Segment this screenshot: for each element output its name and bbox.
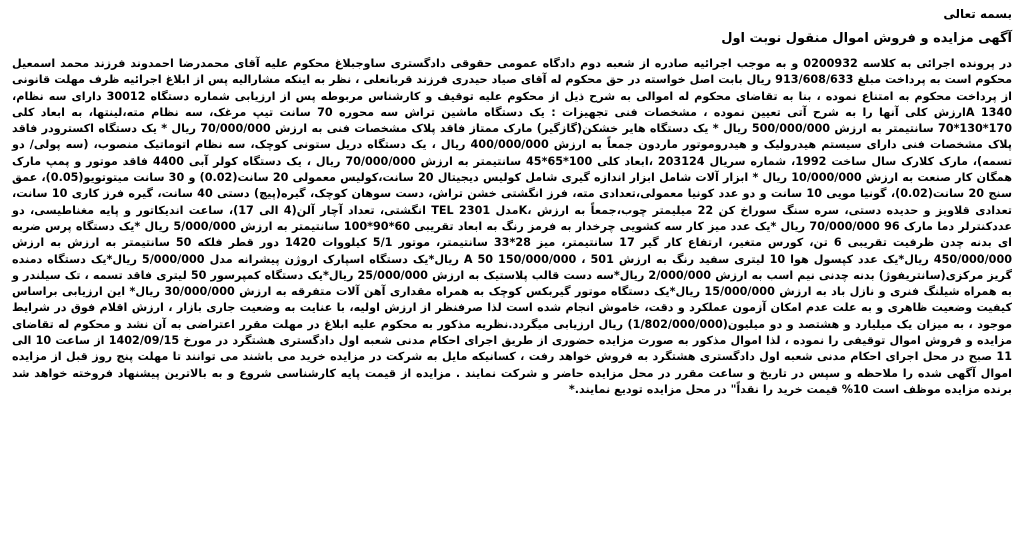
notice-body-text: در پرونده اجرائی به کلاسه 0200932 و به موجب اجرائیه صادره از شعبه دوم دادگاه عمومی حقوقی دادگستری ساوجبلاغ محکوم علیه آقای محمدرضا احمدوند فرزند محمد اسمعیل محکوم است به پرداخت مبلغ 913/608/633 ریال بابت اصل خواسته در حق محکوم له آقای صیاد حیدری فرزند قربانعلی ، نظر به اینکه مشارالیه پس از ابلاغ اجرائیه ظرف مهلت قانونی از پرداخت محکوم به امتناع نموده ، بنا به تقاضای محکوم له اموالی به شرح ذیل از محکوم علیه توقیف و کارشناس مربوطه پس از ارزیابی شماره دستگاه 30012 دارای سه نظام، 1340 Aارزش کلی آنها را به شرح آتی تعیین نموده ، مشخصات فنی تجهیزات : یک دستگاه ماشین تراش سه محوره 70 سانت تیپ مرغک، سه نظام مته،لینتها، به ابعاد کلی 170*130*70 سانتیمتر به ارزش 500/000/000 ریال * یک دستگاه هایر خشکن(گازگیر) مارک ممتاز فاقد پلاک مشخصات فنی به ارزش 70/000/000 ریال * یک دستگاه اکسترودر فاقد پلاک مشخصات فنی دارای سیستم هیدرولیک و هیدروموتور ماردون جمعاً به ارزش 400/000/000 ریال ، یک دستگاه دریل ستونی کوچک، سه نظام اتوماتیک منصوب، (سه پولی/ دو تسمه)، مارک کلارک سال ساخت 1992، شماره سریال 203124 ،ابعاد کلی 100*65*45 سانتیمتر به ارزش 70/000/000 ریال ، یک دستگاه کولر آبی 4400 فاقد موتور و پمپ مارک همگان کار صنعت به ارزش 10/000/000 ریال * ابزار آلات شامل ابزار اندازه گیری شامل کولیس دیجیتال 20 سانت،کولیس معمولی 20 سانت(0.02) و 30 سانت میتوتویو(0.05)، عمق سنج 20 سانت(0.02)، گونیا مویی 10 سانت و دو عدد کونیا معمولی،تعدادی مته، فرز انگشتی خشن تراش، دست سوهان کوچک، گیره(پیچ) دستی 40 سانت، گیره فرز کاری 10 سانت، تعدادی قلاویز و حدیده دستی، سره سنگ سوراخ کن 22 میلیمتر چوب،جمعاً به ارزش ،Kمدل TEL 2301 انگشتی، تعداد آچار آلن(4 الی 17)، ساعت اندیکاتور و پایه مغناطیسی، دو عددکنترلر دما مارک 96 70/000/000 ریال *یک عدد میز کار سه کشویی چرخدار به فرمز رنگ به ابعاد تقریبی 60*90*100 سانتیمتر به ارزش 5/000/000 ریال *یک دستگاه پرس ضربه ای بدنه چدن ظرفیت تقریبی 6 تن، کورس متغیر، ارتفاع کار گیر 17 سانتیمتر، میز 28*33 سانتیمتر، موتور 5/1 کیلووات 1420 دور قطر فلکه 50 سانتیمتر به ارزش به ارزش 450/000/000 ریال*یک عدد کپسول هوا 10 لیتری سفید رنگ به ارزش 501 ، A 50 150/000/000 ریال*یک دستگاه اسپارک اروژن پیشرانه مدل 5/000/000 ریال*یک دستگاه دمنده گریز مرکزی(سانتریفوژ) بدنه چدنی نیم اسب به ارزش 2/000/000 ریال*سه دست قالب پلاستیک به ارزش 25/000/000 ریال*یک دستگاه کمپرسور 50 لیتری فاقد تسمه ، تک سیلندر و به همراه شیلنگ فنری و نازل باد به ارزش 15/000/000 ریال*یک دستگاه موتور گیربکس کوچک به همراه مقداری آهن آلات متفرقه به ارزش 30/000/000 ریال* این ارزیابی براساس کیفیت وضعیت ظاهری و به علت عدم امکان آزمون عملکرد و دقت، خاموش انجام شده است لذا صرفنظر از ارزش اولیه، با عنایت به وضعیت جاری بازار ، ارزش اقلام فوق در شرایط موجود ، به میزان یک میلیارد و هشتصد و دو میلیون(1/802/000/000) ریال ارزیابی میگردد.نظریه مذکور به محکوم علیه ابلاغ در مهلت مقرر اعتراضی به آن نشد و محکوم له تقاضای مزایده و فروش اموال توقیفی را نموده ، لذا اموال مذکور به صورت مزایده حضوری از طریق اجرای احکام مدنی شعبه اول دادگستری هشتگرد در مورخ 1402/09/15 از ساعت 10 الی 11 صبح در محل اجرای احکام مدنی شعبه اول دادگستری هشتگرد به فروش خواهد رفت ، کسانیکه مایل به شرکت در مزایده خرید می باشند می توانند تا مهلت پنج روز قبل از مزایده اموال آگهی شده را ملاحظه و سپس در تاریخ و ساعت مقرر در محل مزایده حاضر و شرکت نمایند . مزایده از قیمت پایه کارشناسی شروع و به بالاترین پیشنهاد فروخته خواهد شد برنده مزایده موظف است 10% قیمت خرید را نقداً" در محل مزایده تودیع نمایند.* [12,57,1013,396]
notice-title: آگهی مزایده و فروش اموال منقول نوبت اول [721,31,1012,46]
basmala-heading: بسمه تعالی [943,7,1012,21]
